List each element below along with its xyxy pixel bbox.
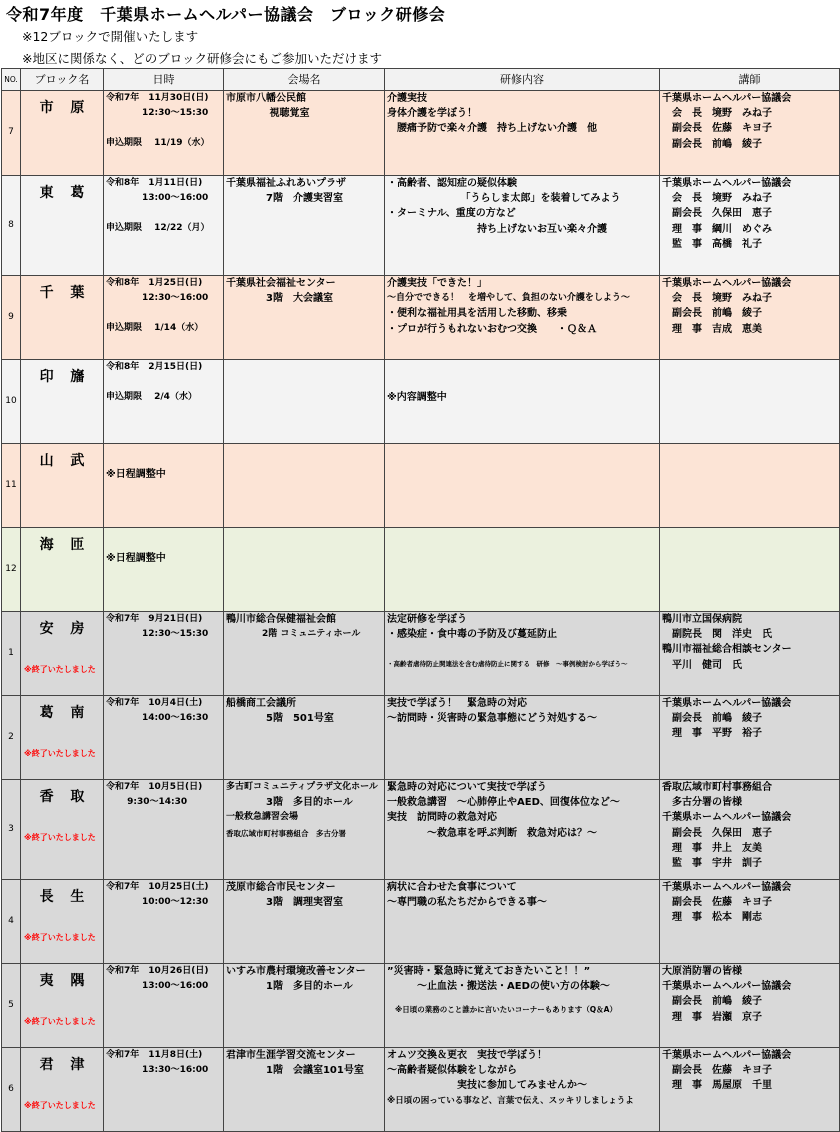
content-line: 持ち上げないお互い楽々介護: [387, 223, 607, 235]
venue-line: 船橋商工会議所: [226, 698, 296, 709]
date-line: 令和7年 10月25日(土): [106, 882, 209, 892]
lecturer-line: 千葉県ホームヘルパー協議会: [662, 93, 792, 104]
venue-line: 1階 多目的ホール: [226, 981, 353, 993]
row-no: 8: [2, 176, 21, 276]
block-cell: [21, 880, 104, 964]
content-line: ・高齢者、認知症の疑似体験: [387, 178, 517, 189]
note-blocks: ※12ブロックで開催いたします: [22, 29, 199, 44]
content-cell: [385, 1048, 660, 1132]
page-title: 令和7年度 千葉県ホームヘルパー協議会 ブロック研修会: [6, 5, 446, 24]
header-lecturer: 講師: [660, 69, 840, 91]
block-cell: [21, 964, 104, 1048]
lecturer-cell: [660, 1048, 840, 1132]
lecturer-line: 理 事 平野 裕子: [662, 728, 762, 740]
table-row: [2, 360, 840, 444]
time-line: 12:30～16:00: [106, 293, 209, 304]
content-line: ～専門職の私たちだからできる事～: [387, 897, 547, 909]
content-cell: [385, 176, 660, 276]
time-line: 13:00～16:00: [106, 193, 209, 204]
venue-cell: [224, 91, 385, 176]
lecturer-line: 千葉県ホームヘルパー協議会: [662, 178, 792, 189]
lecturer-line: 副会長 久保田 恵子: [662, 827, 772, 839]
lecturer-line: 監 事 宇井 訓子: [662, 858, 762, 870]
finished-label: ※終了いたしました: [24, 1016, 96, 1026]
content-line: 実技で学ぼう！ 緊急時の対応: [387, 698, 527, 709]
finished-label: ※終了いたしました: [24, 932, 96, 942]
table-row: [2, 176, 840, 276]
table-row: [2, 696, 840, 780]
header-date: 日時: [104, 69, 224, 91]
content-line: 「うらしま太郎」を装着してみよう: [387, 193, 621, 205]
venue-cell: [224, 780, 385, 880]
content-line: ”災害時・緊急時に覚えておきたいこと！！”: [387, 966, 591, 977]
block-name: 市 原: [39, 100, 91, 116]
time-line: 12:30～15:30: [106, 629, 209, 640]
table-row: [2, 964, 840, 1048]
lecturer-cell: [660, 528, 840, 612]
date-cell: [104, 360, 224, 444]
content-line: ・便利な福祉用具を活用した移動、移乗: [387, 308, 567, 320]
content-line: ・ターミナル、重度の方など: [387, 208, 516, 220]
row-no: 2: [2, 696, 21, 780]
lecturer-line: 理 事 岩瀬 京子: [662, 1011, 762, 1023]
content-line: ～止血法・搬送法・AEDの使い方の体験～: [387, 981, 610, 993]
block-name: 葛 南: [39, 705, 91, 721]
table-row: [2, 780, 840, 880]
schedule-table: [1, 68, 840, 1132]
content-line: ～救急車を呼ぶ判断 救急対応は？～: [387, 827, 597, 839]
date-line: 令和8年 1月25日(日): [106, 278, 203, 288]
lecturer-line: 副会長 前嶋 綾子: [662, 713, 762, 725]
venue-line: 2階 コミュニティホール: [226, 629, 361, 640]
content-line: ※内容調整中: [387, 392, 447, 403]
row-no: 9: [2, 276, 21, 360]
date-cell: [104, 176, 224, 276]
content-line: ※日頃の業務のこと誰かに言いたいコーナーもあります（Q＆A）: [395, 1005, 617, 1015]
content-line: ～自分でできる！ を増やして、負担のない介護をしよう～: [387, 293, 630, 304]
lecturer-line: 千葉県ホームヘルパー協議会: [662, 981, 792, 993]
date-line: 令和7年 10月26日(日): [106, 966, 209, 976]
lecturer-line: 平川 健司 氏: [662, 659, 742, 671]
time-line: 13:00～16:00: [106, 981, 209, 992]
venue-line: 3階 多目的ホール: [226, 797, 353, 809]
date-cell: [104, 91, 224, 176]
lecturer-cell: [660, 276, 840, 360]
block-name: 印 旛: [39, 369, 91, 385]
lecturer-cell: [660, 964, 840, 1048]
date-cell: [104, 612, 224, 696]
table-row: [2, 91, 840, 176]
block-cell: [21, 360, 104, 444]
venue-line: いすみ市農村環境改善センター: [226, 966, 366, 977]
content-line: 法定研修を学ぼう: [387, 614, 467, 625]
table-row: [2, 528, 840, 612]
content-line: 身体介護を学ぼう！: [387, 108, 477, 120]
date-line: 令和7年 10月4日(土): [106, 698, 203, 708]
venue-line: 茂原市総合市民センター: [226, 882, 336, 893]
content-line: ～訪問時・災害時の緊急事態にどう対処する～: [387, 713, 597, 725]
block-name: 安 房: [39, 621, 91, 637]
content-cell: [385, 360, 660, 444]
date-cell: [104, 780, 224, 880]
block-name: 夷 隅: [39, 973, 91, 989]
content-cell: [385, 780, 660, 880]
block-name: 山 武: [39, 453, 91, 469]
lecturer-line: 理 事 綱川 めぐみ: [662, 223, 772, 235]
deadline-line: 申込期限 1/14（水）: [106, 323, 204, 334]
table-header: [2, 69, 840, 91]
row-no: 12: [2, 528, 21, 612]
date-cell: [104, 880, 224, 964]
date-cell: [104, 444, 224, 528]
lecturer-line: 副会長 佐藤 キヨ子: [662, 897, 772, 909]
lecturer-line: 副会長 佐藤 キヨ子: [662, 1065, 772, 1077]
lecturer-cell: [660, 176, 840, 276]
content-line: ～高齢者疑似体験をしながら: [387, 1065, 517, 1077]
block-name: 君 津: [39, 1057, 91, 1073]
lecturer-line: 大原消防署の皆様: [662, 966, 742, 977]
content-line: 病状に合わせた食事について: [387, 882, 517, 893]
lecturer-line: 鴨川市福祉総合相談センター: [662, 644, 792, 656]
block-cell: [21, 528, 104, 612]
content-line: ・プロが行うもれないおむつ交換 ・Ｑ＆Ａ: [387, 323, 597, 335]
venue-line: 5階 501号室: [226, 713, 334, 725]
content-line: 一般救急講習 ～心肺停止やAED、回復体位など～: [387, 797, 620, 809]
venue-cell: [224, 1048, 385, 1132]
deadline-line: 申込期限 11/19（水）: [106, 138, 210, 149]
header-content: 研修内容: [385, 69, 660, 91]
date-line: 令和7年 9月21日(日): [106, 614, 203, 624]
content-line: ・高齢者虐待防止関連法を含む虐待防止に関する 研修 ～事例検討から学ぼう～: [387, 660, 628, 669]
block-name: 海 匝: [39, 537, 91, 553]
row-no: 10: [2, 360, 21, 444]
date-line: 令和8年 1月11日(日): [106, 178, 203, 188]
header-venue: 会場名: [224, 69, 385, 91]
block-name: 長 生: [39, 889, 91, 905]
table-row: [2, 1048, 840, 1132]
table-row: [2, 276, 840, 360]
lecturer-cell: [660, 780, 840, 880]
time-line: 12:30～15:30: [106, 108, 209, 119]
date-line: 令和8年 2月15日(日): [106, 362, 203, 372]
schedule-pending: ※日程調整中: [106, 469, 166, 480]
date-cell: [104, 696, 224, 780]
venue-cell: [224, 276, 385, 360]
venue-cell: [224, 360, 385, 444]
venue-line: 3階 調理実習室: [226, 897, 343, 909]
date-line: 令和7年 10月5日(日): [106, 782, 203, 792]
header-no: NO.: [2, 69, 21, 91]
note-any-block: ※地区に関係なく、どのブロック研修会にもご参加いただけます: [22, 51, 382, 66]
row-no: 5: [2, 964, 21, 1048]
content-line: ・感染症・食中毒の予防及び蔓延防止: [387, 629, 557, 641]
row-no: 6: [2, 1048, 21, 1132]
block-cell: [21, 276, 104, 360]
finished-label: ※終了いたしました: [24, 832, 96, 842]
venue-line: 7階 介護実習室: [226, 193, 343, 205]
venue-line: 千葉県社会福祉センター: [226, 278, 336, 289]
venue-line: 3階 大会議室: [226, 293, 333, 305]
lecturer-line: 香取広域市町村事務組合: [662, 782, 772, 793]
content-line: 腰痛予防で楽々介護 持ち上げない介護 他: [387, 123, 597, 135]
table-row: [2, 612, 840, 696]
header-block: ブロック名: [21, 69, 104, 91]
content-line: 介護実技: [387, 93, 427, 104]
lecturer-line: 会 長 境野 みね子: [662, 193, 772, 205]
content-line: 実技 訪問時の救急対応: [387, 812, 497, 824]
venue-cell: [224, 696, 385, 780]
time-line: 14:00～16:30: [106, 713, 209, 724]
block-cell: [21, 612, 104, 696]
content-line: ※日頃の困っている事など、言葉で伝え、スッキリしましょうよ: [387, 1095, 634, 1106]
venue-cell: [224, 444, 385, 528]
lecturer-line: 理 事 吉成 恵美: [662, 323, 762, 335]
content-cell: [385, 612, 660, 696]
venue-line: 多古町コミュニティプラザ文化ホール: [226, 782, 378, 792]
lecturer-line: 千葉県ホームヘルパー協議会: [662, 698, 792, 709]
block-name: 東 葛: [39, 185, 91, 201]
lecturer-line: 理 事 馬屋原 千里: [662, 1080, 772, 1092]
venue-line: 鴨川市総合保健福祉会館: [226, 614, 336, 625]
table-row: [2, 880, 840, 964]
content-cell: [385, 696, 660, 780]
block-name: 千 葉: [39, 285, 91, 301]
lecturer-line: 会 長 境野 みね子: [662, 293, 772, 305]
lecturer-line: 千葉県ホームヘルパー協議会: [662, 1050, 792, 1061]
content-cell: [385, 528, 660, 612]
lecturer-line: 副院長 関 洋史 氏: [662, 629, 772, 641]
date-line: 令和7年 11月30日(日): [106, 93, 209, 103]
content-cell: [385, 91, 660, 176]
deadline-line: 申込期限 2/4（水）: [106, 392, 197, 403]
block-cell: [21, 1048, 104, 1132]
content-cell: [385, 880, 660, 964]
time-line: 13:30～16:00: [106, 1065, 209, 1076]
date-line: 令和7年 11月8日(土): [106, 1050, 203, 1060]
block-cell: [21, 176, 104, 276]
schedule-pending: ※日程調整中: [106, 553, 166, 564]
table-row: [2, 444, 840, 528]
venue-cell: [224, 176, 385, 276]
venue-line: 千葉県福祉ふれあいプラザ: [226, 178, 346, 189]
venue-line: 香取広域市町村事務組合 多古分署: [226, 828, 346, 838]
block-cell: [21, 696, 104, 780]
block-cell: [21, 780, 104, 880]
lecturer-line: 理 事 井上 友美: [662, 842, 762, 854]
row-no: 7: [2, 91, 21, 176]
lecturer-line: 理 事 松本 剛志: [662, 912, 762, 924]
row-no: 11: [2, 444, 21, 528]
content-line: 緊急時の対応について実技で学ぼう: [387, 782, 547, 793]
time-line: 10:00～12:30: [106, 897, 209, 908]
venue-cell: [224, 612, 385, 696]
content-line: 介護実技「できた！」: [387, 278, 487, 289]
lecturer-line: 鴨川市立国保病院: [662, 614, 742, 625]
finished-label: ※終了いたしました: [24, 748, 96, 758]
date-cell: [104, 276, 224, 360]
lecturer-cell: [660, 360, 840, 444]
lecturer-line: 監 事 高橋 礼子: [662, 238, 762, 250]
lecturer-line: 千葉県ホームヘルパー協議会: [662, 278, 792, 289]
lecturer-cell: [660, 91, 840, 176]
finished-label: ※終了いたしました: [24, 664, 96, 674]
venue-line: 1階 会議室101号室: [226, 1065, 364, 1077]
block-name: 香 取: [39, 789, 91, 805]
content-cell: [385, 444, 660, 528]
block-cell: [21, 444, 104, 528]
lecturer-cell: [660, 444, 840, 528]
venue-line: 君津市生涯学習交流センター: [226, 1050, 356, 1061]
finished-label: ※終了いたしました: [24, 1100, 96, 1110]
lecturer-line: 千葉県ホームヘルパー協議会: [662, 882, 792, 893]
block-cell: [21, 91, 104, 176]
date-cell: [104, 528, 224, 612]
lecturer-cell: [660, 612, 840, 696]
venue-line: 市原市八幡公民館: [226, 93, 306, 104]
deadline-line: 申込期限 12/22（月）: [106, 223, 210, 234]
lecturer-line: 副会長 前嶋 綾子: [662, 996, 762, 1008]
venue-line: 視聴覚室: [226, 108, 310, 120]
venue-line: 一般救急講習会場: [226, 812, 299, 823]
content-line: 実技に参加してみませんか～: [387, 1080, 587, 1092]
lecturer-line: 副会長 佐藤 キヨ子: [662, 123, 772, 135]
lecturer-line: 多古分署の皆様: [662, 797, 742, 809]
date-cell: [104, 964, 224, 1048]
time-line: 9:30～14:30: [106, 797, 188, 808]
venue-cell: [224, 964, 385, 1048]
lecturer-cell: [660, 880, 840, 964]
lecturer-cell: [660, 696, 840, 780]
venue-cell: [224, 528, 385, 612]
content-line: オムツ交換＆更衣 実技で学ぼう！: [387, 1050, 547, 1061]
content-cell: [385, 964, 660, 1048]
lecturer-line: 千葉県ホームヘルパー協議会: [662, 812, 792, 824]
content-cell: [385, 276, 660, 360]
row-no: 3: [2, 780, 21, 880]
lecturer-line: 副会長 前嶋 綾子: [662, 138, 762, 150]
lecturer-line: 副会長 前嶋 綾子: [662, 308, 762, 320]
venue-cell: [224, 880, 385, 964]
lecturer-line: 会 長 境野 みね子: [662, 108, 772, 120]
date-cell: [104, 1048, 224, 1132]
row-no: 1: [2, 612, 21, 696]
lecturer-line: 副会長 久保田 恵子: [662, 208, 772, 220]
row-no: 4: [2, 880, 21, 964]
